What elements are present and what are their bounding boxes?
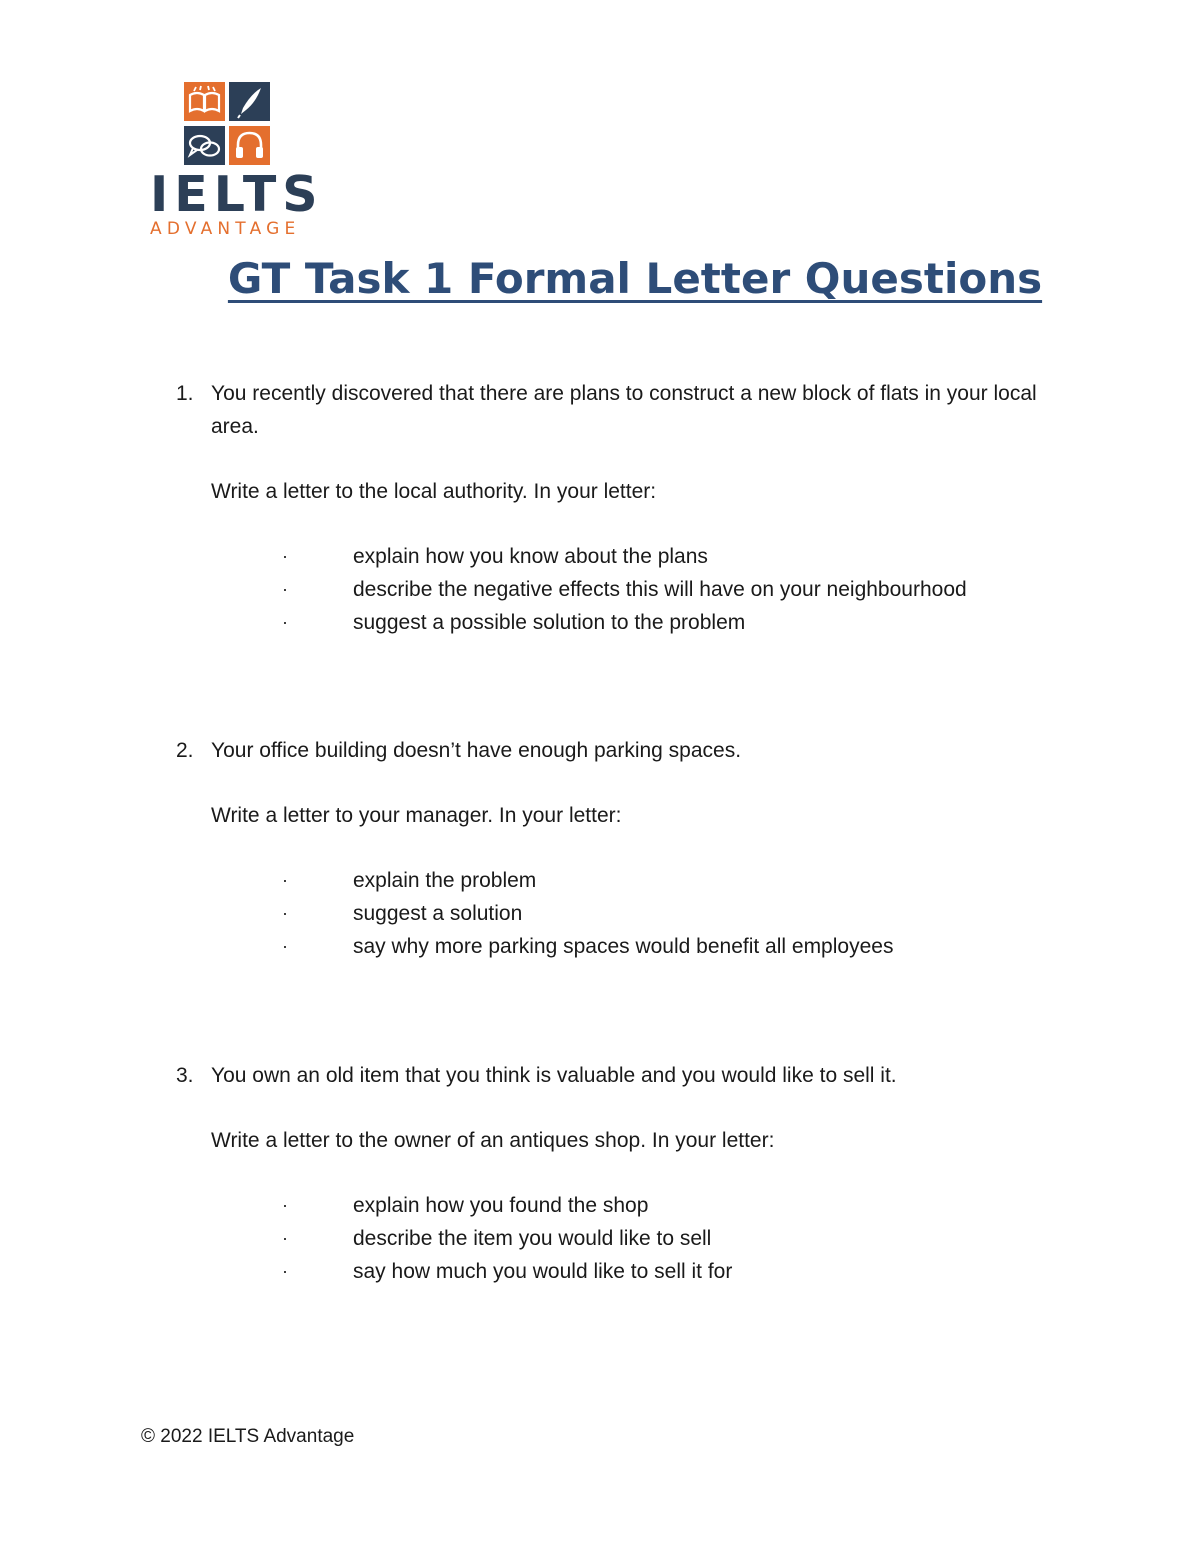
- question-intro: You recently discovered that there are plans to construct a new block of flats in your local area.: [211, 382, 1037, 438]
- list-item: · explain how you found the shop: [211, 1189, 1076, 1222]
- bullet-icon: ·: [282, 546, 288, 566]
- question-item: [176, 377, 1076, 639]
- bullet-list: [211, 864, 1076, 963]
- question-number: 3.: [176, 1064, 194, 1087]
- list-item: · say how much you would like to sell it for: [211, 1255, 1076, 1288]
- list-item: · suggest a possible solution to the problem: [211, 606, 1076, 639]
- question-instruction: Write a letter to the local authority. In your letter:: [211, 480, 657, 503]
- question-instruction: Write a letter to your manager. In your letter:: [211, 804, 622, 827]
- bullet-icon: ·: [282, 1228, 288, 1248]
- bullet-icon: ·: [282, 612, 288, 632]
- bullet-icon: ·: [282, 936, 288, 956]
- list-item: · describe the negative effects this will have on your neighbourhood: [211, 573, 1076, 606]
- list-item: · say why more parking spaces would benefit all employees: [211, 930, 1076, 963]
- list-item: · describe the item you would like to sell: [211, 1222, 1076, 1255]
- question-intro: Your office building doesn’t have enough parking spaces.: [211, 739, 742, 762]
- bullet-list: [211, 540, 1076, 639]
- question-number: 2.: [176, 739, 194, 762]
- bullet-icon: ·: [282, 870, 288, 890]
- logo-icon-grid: [184, 82, 270, 168]
- bullet-list: [211, 1189, 1076, 1288]
- bullet-icon: ·: [282, 579, 288, 599]
- logo-subtitle: ADVANTAGE: [150, 219, 301, 239]
- bullet-icon: ·: [282, 1195, 288, 1215]
- headphones-icon: [229, 126, 270, 165]
- question-intro: You own an old item that you think is valuable and you would like to sell it.: [211, 1064, 897, 1087]
- bullet-icon: ·: [282, 1261, 288, 1281]
- list-item: · suggest a solution: [211, 897, 1076, 930]
- bullet-icon: ·: [282, 903, 288, 923]
- question-item: [176, 734, 1076, 963]
- question-instruction: Write a letter to the owner of an antiques shop. In your letter:: [211, 1129, 775, 1152]
- list-item: · explain the problem: [211, 864, 1076, 897]
- question-number: 1.: [176, 382, 194, 405]
- footer-copyright: © 2022 IELTS Advantage: [141, 1426, 355, 1447]
- logo-wordmark: IELTS: [150, 166, 324, 223]
- question-item: [176, 1059, 1076, 1288]
- feather-pen-icon: [229, 82, 270, 121]
- ielts-advantage-logo: [146, 78, 324, 240]
- list-item: · explain how you know about the plans: [211, 540, 1076, 573]
- speech-bubbles-icon: [184, 126, 225, 165]
- page-title: GT Task 1 Formal Letter Questions: [227, 254, 1043, 303]
- book-icon: [184, 82, 225, 121]
